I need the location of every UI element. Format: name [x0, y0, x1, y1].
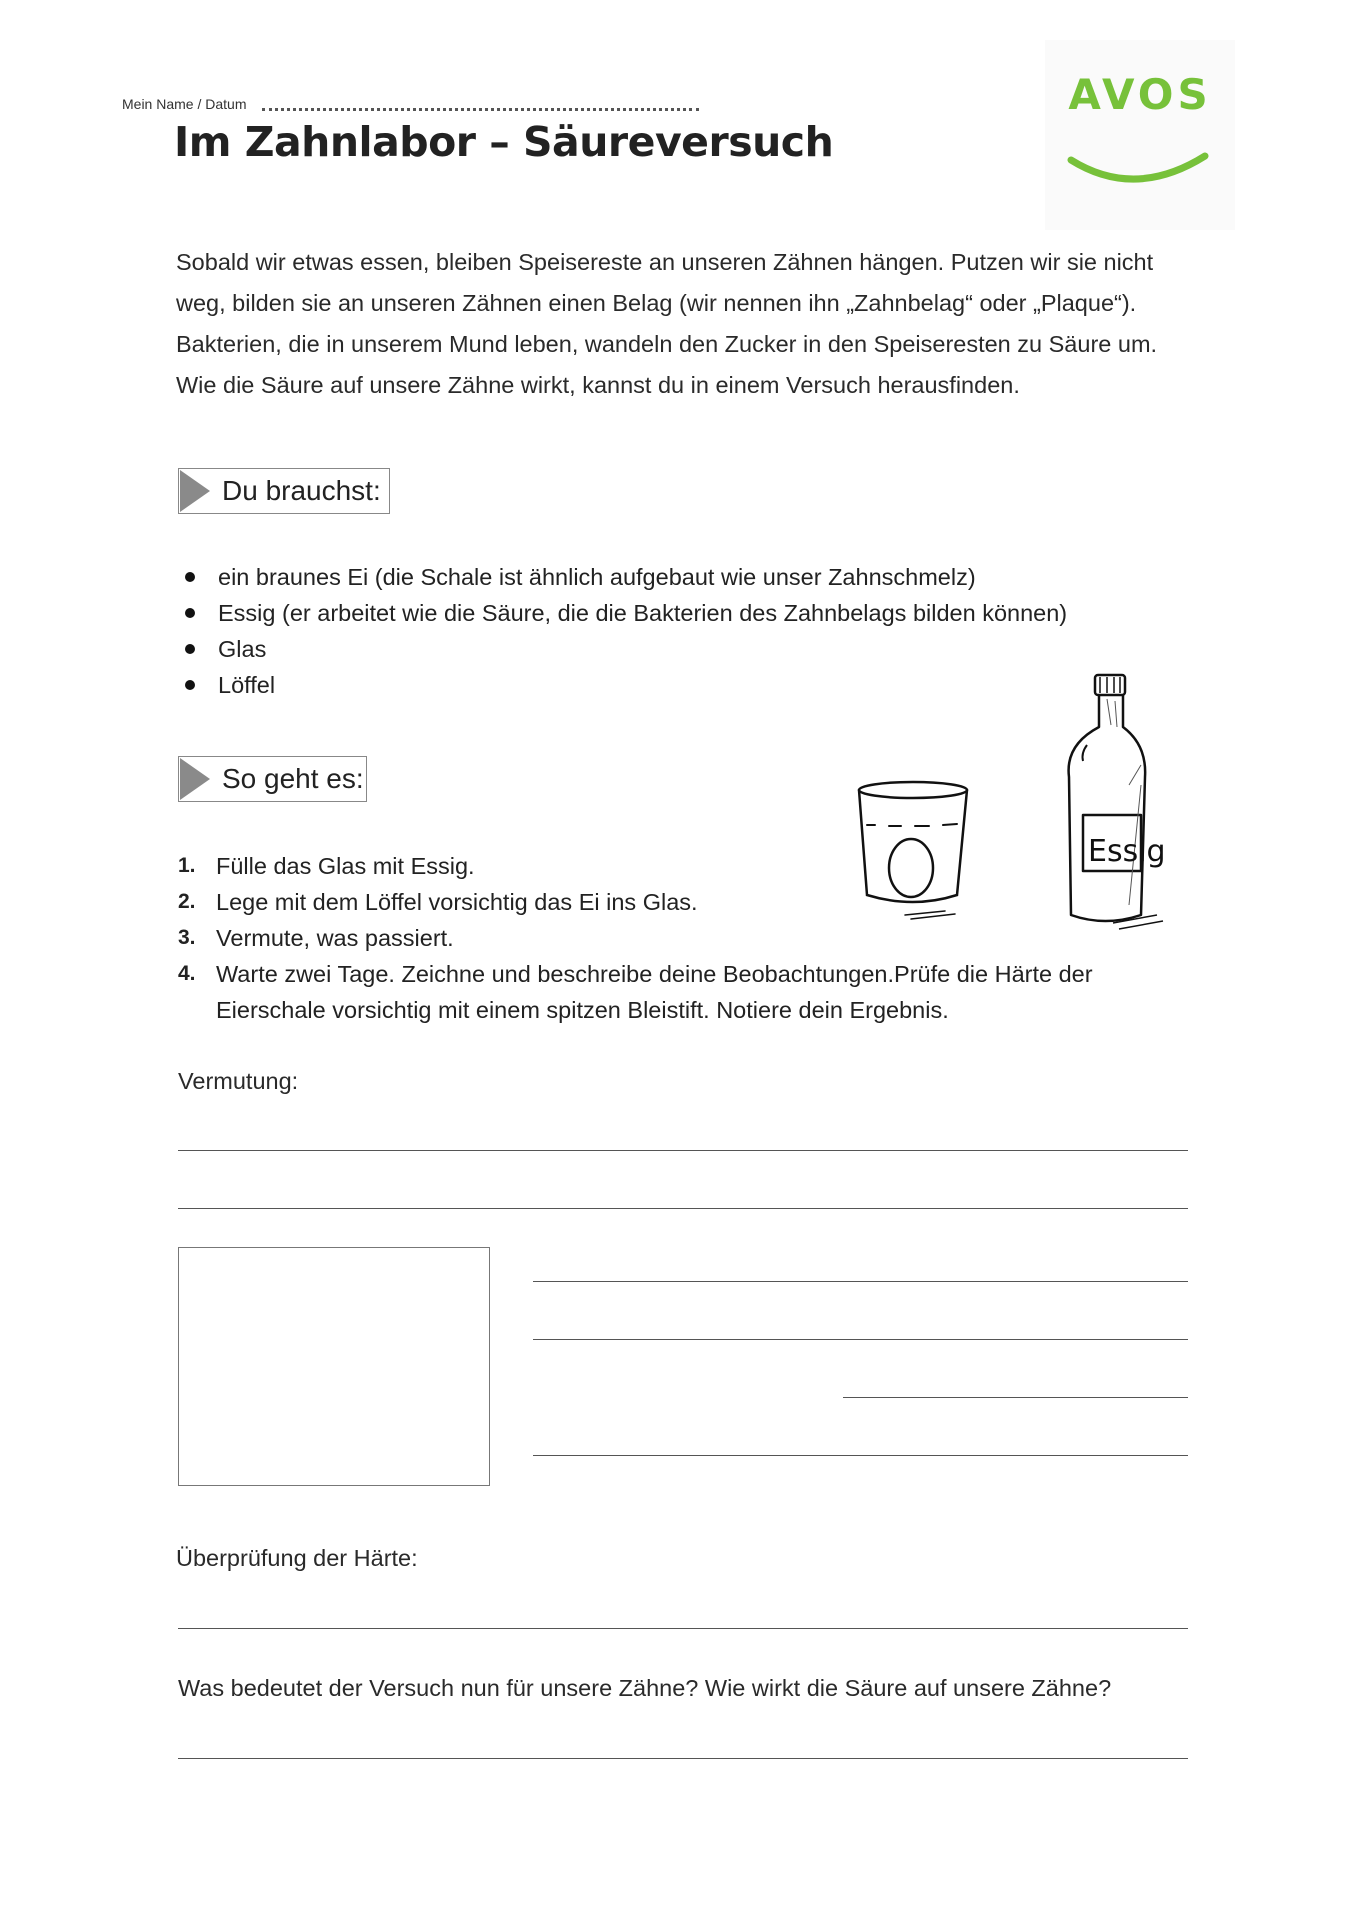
final-answer-line[interactable] — [178, 1758, 1188, 1759]
observation-line-2[interactable] — [533, 1339, 1188, 1340]
list-item — [180, 559, 1067, 595]
list-item — [180, 631, 1067, 667]
material-text: Essig (er arbeitet wie die Säure, die die Bakterien des Zahnbelags bilden können) — [218, 599, 1068, 626]
logo-text: AVOS — [1068, 70, 1212, 119]
materials-heading-label: Du brauchst: — [222, 475, 381, 506]
material-text: ein braunes Ei (die Schale ist ähnlich aufgebaut wie unser Zahnschmelz) — [218, 563, 976, 590]
material-text: Glas — [218, 635, 267, 662]
material-text: Löffel — [218, 671, 276, 698]
procedure-heading — [178, 756, 367, 802]
list-item — [178, 956, 1188, 1028]
avos-logo — [1045, 40, 1235, 230]
step-number: 4. — [178, 962, 196, 985]
haerte-answer-line[interactable] — [178, 1628, 1188, 1629]
list-item — [180, 595, 1067, 631]
haerte-label: Überprüfung der Härte: — [176, 1545, 418, 1571]
materials-heading — [178, 468, 390, 514]
step-text: Warte zwei Tage. Zeichne und beschreibe deine Beobachtungen.Prüfe die Härte der Eierschale vorsichtig mit einem spitzen Bleistift. Notiere dein Ergebnis. — [216, 961, 1093, 1023]
observation-line-4[interactable] — [533, 1455, 1188, 1456]
procedure-steps — [178, 848, 1188, 1028]
name-date-label: Mein Name / Datum — [122, 96, 247, 112]
step-text: Lege mit dem Löffel vorsichtig das Ei ins Glas. — [216, 889, 698, 915]
list-item — [178, 848, 1188, 884]
list-item — [178, 920, 1188, 956]
vermutung-label: Vermutung: — [178, 1068, 299, 1094]
final-question: Was bedeutet der Versuch nun für unsere Zähne? Wie wirkt die Säure auf unsere Zähne? — [178, 1675, 1112, 1701]
bullet-icon — [185, 644, 195, 654]
vermutung-answer-line-2[interactable] — [178, 1208, 1188, 1209]
bullet-icon — [185, 572, 195, 582]
list-item — [178, 884, 1188, 920]
drawing-box[interactable] — [178, 1247, 490, 1486]
triangle-icon — [180, 470, 210, 512]
procedure-heading-label: So geht es: — [222, 763, 364, 794]
vermutung-answer-line-1[interactable] — [178, 1150, 1188, 1151]
bullet-icon — [185, 608, 195, 618]
name-date-field[interactable] — [262, 100, 699, 111]
step-text: Vermute, was passiert. — [216, 925, 454, 951]
bottle-label: Essig — [1088, 834, 1166, 869]
bullet-icon — [185, 680, 195, 690]
smile-icon — [1065, 150, 1215, 200]
intro-paragraph: Sobald wir etwas essen, bleiben Speisereste an unseren Zähnen hängen. Putzen wir sie nicht weg, bilden sie an unseren Zähnen einen Belag (wir nennen ihn „Zahnbelag“ oder „Plaque“). Bakterien, die in unserem Mund leben, wandeln den Zucker in den Speiseresten zu Säure um. Wie die Säure auf unsere Zähne wirkt, kannst du in einem Versuch herausfinden. — [176, 249, 1158, 398]
page-title: Im Zahnlabor – Säureversuch — [174, 118, 834, 166]
step-text: Fülle das Glas mit Essig. — [216, 853, 475, 879]
observation-line-3[interactable] — [843, 1397, 1188, 1398]
step-number: 1. — [178, 854, 196, 877]
step-number: 2. — [178, 890, 196, 913]
observation-line-1[interactable] — [533, 1281, 1188, 1282]
triangle-icon — [180, 758, 210, 800]
step-number: 3. — [178, 926, 196, 949]
